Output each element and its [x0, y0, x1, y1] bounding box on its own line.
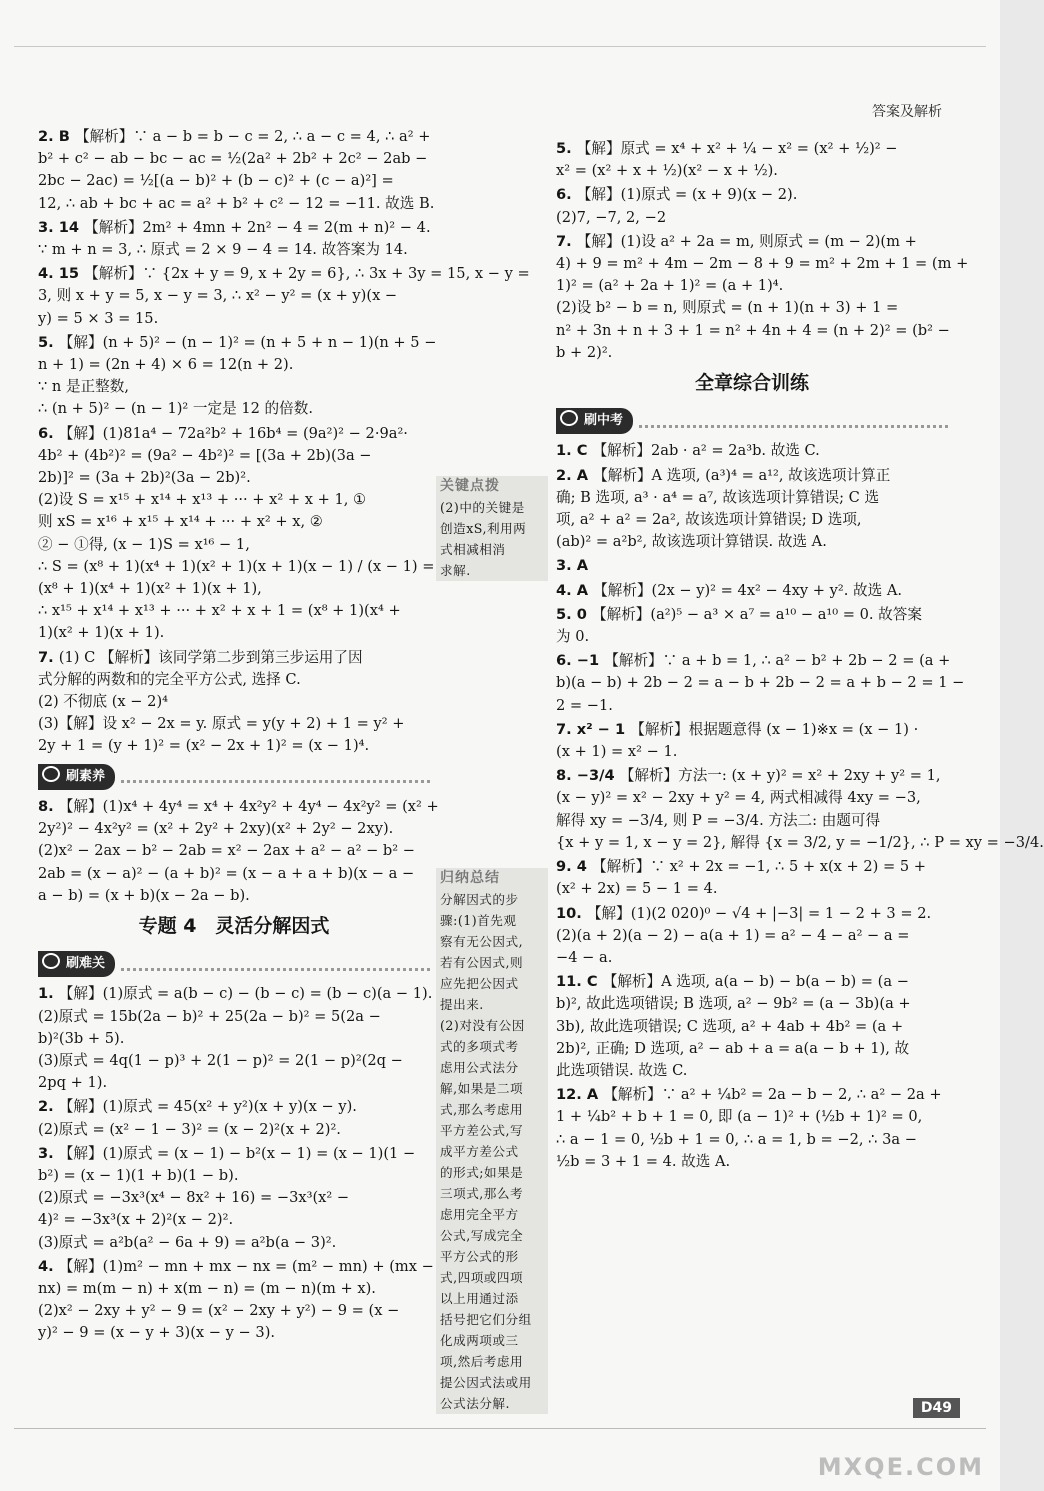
answer-item: [38, 1096, 430, 1140]
answer-text: b)²(3b + 5).: [38, 1029, 125, 1047]
answer-line: [556, 672, 965, 694]
answer-line: [38, 735, 430, 757]
sidebar-line: 项,然后考虑用: [440, 1354, 524, 1369]
answer-item: [38, 983, 433, 1094]
answer-item: [556, 440, 948, 462]
answer-line: [556, 878, 948, 900]
dotted-divider: [121, 960, 430, 971]
answer-text: ∵ m + n = 3, ∴ 原式 = 2 × 9 − 4 = 14. 故答案为 14.: [38, 241, 408, 259]
answer-line: [556, 275, 948, 297]
answer-line: [556, 1038, 948, 1060]
answer-text: b²) = (x − 1)(1 + b)(1 − b).: [38, 1166, 239, 1184]
answer-text: (2)原式 = 15b(2a − b)² + 25(2a − b)² = 5(2a −: [38, 1007, 381, 1025]
answer-text: 【解】(1)原式 = (x + 9)(x − 2).: [576, 186, 798, 204]
answer-item: [38, 332, 437, 421]
sidebar-line: 察有无公因式,: [440, 934, 524, 949]
answer-item: [38, 217, 430, 261]
answer-text: 【解】(1)原式 = a(b − c) − (b − c) = (b − c)(a − 1).: [58, 985, 433, 1003]
question-number: 12. A: [556, 1086, 604, 1104]
question-number: 2. B: [38, 128, 75, 145]
answer-text: 2y²)² − 4x²y² = (x² + 2y² + 2xy)(x² + 2y² − 2xy).: [38, 820, 394, 838]
answer-text: a − b) = (x + b)(x − 2a − b).: [38, 886, 250, 904]
sidebar-line: 公式法分解.: [440, 1396, 510, 1411]
answer-line: [38, 376, 430, 398]
watermark-logo: MXQE.COM: [817, 1453, 984, 1481]
answer-text: 【解析】∵ a² + ¼b² = 2a − b − 2, ∴ a² − 2a +: [603, 1086, 942, 1104]
answer-line: [38, 511, 430, 533]
answer-text: (2)原式 = −3x³(x⁴ − 8x² + 16) = −3x³(x² −: [38, 1189, 350, 1207]
answer-line: [38, 556, 435, 578]
badge-row-3: [556, 404, 948, 440]
answer-line: [38, 534, 430, 556]
answer-line: [556, 207, 948, 229]
question-number: 4.: [38, 1257, 59, 1275]
answer-line: [38, 1119, 430, 1141]
answer-line: [38, 669, 430, 691]
answer-text: (2)设 b² − b = n, 则原式 = (n + 1)(n + 3) + 1 =: [556, 299, 899, 317]
answer-text: 2b)]² = (3a + 2b)²(3a − 2b)².: [38, 469, 251, 487]
answer-line: [38, 354, 430, 376]
answer-text: 解得 xy = −3/4, 则 P = −3/4. 方法二: 由题可得: [556, 811, 881, 829]
answer-text: 2ab = (x − a)² − (a + b)² = (x − a + a + b)(x − a −: [38, 864, 415, 882]
sidebar-line: 括号把它们分组: [440, 1312, 532, 1327]
answer-line: [556, 297, 948, 319]
answer-text: 【解】(1)81a⁴ − 72a²b² + 16b⁴ = (9a²)² − 2·9a²·: [58, 424, 408, 442]
answer-text: b² + c² − ab − bc − ac = ½(2a² + 2b² + 2c² − 2ab −: [38, 150, 428, 168]
answer-item: [556, 465, 948, 554]
answer-line: [38, 1187, 430, 1209]
answer-item: [556, 765, 1044, 854]
page-number: D49: [913, 1398, 960, 1418]
question-number: 9. 4: [556, 858, 593, 876]
answer-line: [556, 626, 948, 648]
answer-line: [38, 840, 430, 862]
answer-line: [38, 863, 430, 885]
right-answers-1: [556, 138, 969, 364]
answer-text: 1 + ¼b² + b + 1 = 0, 即 (a − 1)² + (½b + 1)² = 0,: [556, 1108, 923, 1126]
sidebar-line: 化成两项或三: [440, 1333, 519, 1348]
answer-item: [556, 184, 948, 228]
answer-line: [38, 217, 430, 239]
answer-text: 【解析】∵ {2x + y = 9, x + 2y = 6}, ∴ 3x + 3y = 15, x − y =: [84, 265, 530, 283]
answer-line: [38, 1072, 430, 1094]
answer-line: [556, 719, 948, 741]
topic-title: 专题 4 灵活分解因式: [138, 914, 330, 937]
answer-line: [556, 253, 969, 275]
answer-item: [38, 647, 430, 758]
answer-item: [556, 1084, 948, 1173]
sidebar-line: 式的多项式考: [440, 1039, 519, 1054]
answer-text: 此选项错误. 故选 C.: [556, 1061, 688, 1079]
question-number: 3. A: [556, 557, 589, 575]
answer-line: [556, 160, 948, 182]
sidebar-line: 若有公因式,则: [440, 955, 524, 970]
answer-line: [556, 555, 948, 577]
answer-line: [556, 138, 948, 160]
answer-item: [38, 1143, 430, 1254]
answer-text: {x + y = 1, x − y = 2}, 解得 {x = 3/2, y = −1/2}, ∴ P = xy = −3/4.: [556, 833, 1044, 851]
question-number: 3.: [38, 1144, 59, 1162]
answer-text: 4) + 9 = m² + 4m − 2m − 8 + 9 = m² + 2m + 1 = (m +: [556, 255, 969, 273]
answer-item: [556, 856, 948, 900]
answer-text: 1)(x² + 1)(x + 1).: [38, 624, 165, 642]
answer-line: [556, 810, 948, 832]
section-badge-2: 刷难关: [38, 951, 115, 977]
answer-line: [38, 398, 430, 420]
sidebar-line: (2)对没有公因: [440, 1018, 525, 1033]
question-number: 2.: [38, 1098, 59, 1116]
dotted-divider: [121, 772, 430, 783]
section-badge-3: 刷中考: [556, 408, 633, 434]
answer-line: [556, 440, 948, 462]
answer-item: [556, 231, 969, 364]
sidebar-line: 公式,写成完全: [440, 1228, 524, 1243]
answer-text: 【解析】A 选项, (a³)⁴ = a¹², 故该选项计算正: [593, 466, 891, 484]
answer-line: [38, 126, 430, 148]
answer-line: [556, 971, 948, 993]
answer-item: [38, 263, 530, 330]
answer-line: [38, 445, 430, 467]
answer-line: [38, 332, 437, 354]
answer-text: 3, 则 x + y = 5, x − y = 3, ∴ x² − y² = (x + y)(x −: [38, 287, 398, 305]
answer-line: [38, 285, 430, 307]
answer-item: [38, 126, 435, 215]
answer-line: [556, 487, 948, 509]
sidebar-line: (2)中的关键是: [440, 500, 525, 515]
answer-line: [556, 650, 951, 672]
answer-text: 【解析】∵ a + b = 1, ∴ a² − b² + 2b − 2 = (a +: [604, 652, 951, 670]
answer-line: [38, 622, 430, 644]
answer-text: b)², 故此选项错误; B 选项, a² − 9b² = (a − 3b)(a +: [556, 995, 911, 1013]
answer-text: 【解析】(2x − y)² = 4x² − 4xy + y². 故选 A.: [593, 581, 903, 599]
answer-text: 【解】(1)原式 = (x − 1) − b²(x − 1) = (x − 1)(1 −: [58, 1144, 416, 1162]
answer-text: x² = (x² + x + ½)(x² − x + ½).: [556, 162, 778, 180]
answer-line: [38, 578, 430, 600]
answer-text: n + 1) = (2n + 4) × 6 = 12(n + 2).: [38, 356, 294, 374]
answer-line: [556, 1060, 948, 1082]
answer-line: [556, 531, 948, 553]
answer-item: [556, 719, 948, 763]
answer-item: [556, 903, 948, 970]
answer-text: 2bc − 2ac) = ½[(a − b)² + (b − c)² + (c − a)²] =: [38, 172, 394, 190]
answer-text: 确; B 选项, a³ · a⁴ = a⁷, 故该选项计算错误; C 选: [556, 488, 880, 506]
answer-text: n² + 3n + n + 3 + 1 = n² + 4n + 4 = (n + 2)² = (b² −: [556, 321, 950, 339]
key-tip-body: [440, 497, 544, 581]
answer-line: [556, 832, 1044, 854]
answer-line: [556, 231, 948, 253]
answer-item: [556, 971, 948, 1082]
answer-text: 【解析】∵ a − b = b − c = 2, ∴ a − c = 4, ∴ a² +: [74, 128, 431, 145]
question-number: 1.: [38, 985, 59, 1003]
top-divider: [14, 46, 986, 47]
answer-line: [556, 184, 948, 206]
question-number: 8. −3/4: [556, 767, 620, 785]
question-number: 3. 14: [38, 218, 85, 236]
answer-line: [38, 691, 430, 713]
answer-text: (2)x² − 2xy + y² − 9 = (x² − 2xy + y²) − 9 = (x −: [38, 1302, 400, 1320]
answer-line: [556, 1016, 948, 1038]
answer-line: [38, 1096, 430, 1118]
answer-text: 4b² + (4b²)² = (9a² − 4b²)² = [(3a + 2b)(3a −: [38, 446, 372, 464]
answer-text: (x − y)² = x² − 2xy + y² = 4, 两式相减得 4xy = −3,: [556, 789, 921, 807]
sidebar-line: 式,四项或四项: [440, 1270, 524, 1285]
summary-body: [440, 889, 544, 1414]
question-number: 7.: [38, 648, 59, 666]
key-tip-heading: 关键点拨: [440, 478, 500, 494]
answer-text: ∴ a − 1 = 0, ½b + 1 = 0, ∴ a = 1, b = −2, ∴ 3a −: [556, 1130, 917, 1148]
answer-item: [38, 423, 435, 645]
left-answers-2: [38, 796, 439, 907]
left-answers-3: [38, 983, 434, 1344]
answer-text: (3)【解】设 x² − 2x = y. 原式 = y(y + 2) + 1 = y² +: [38, 715, 405, 733]
answer-item: [556, 138, 948, 182]
answer-text: ∴ x¹⁵ + x¹⁴ + x¹³ + ··· + x² + x + 1 = (x⁸ + 1)(x⁴ +: [38, 602, 401, 620]
sidebar-key-tip: [436, 476, 548, 581]
answer-line: [556, 993, 948, 1015]
answer-text: 【解析】方法一: (x + y)² = x² + 2xy + y² = 1,: [619, 767, 941, 785]
question-number: 7. x² − 1: [556, 720, 631, 738]
summary-heading: 归纳总结: [440, 870, 500, 886]
question-number: 10.: [556, 904, 587, 922]
answer-line: [556, 741, 948, 763]
answer-text: 式分解的两数和的完全平方公式, 选择 C.: [38, 670, 301, 688]
question-number: 4. A: [556, 581, 594, 599]
sidebar-line: 虑用公式法分: [440, 1060, 519, 1075]
answer-text: (2)原式 = (x² − 1 − 3)² = (x − 2)²(x + 2)².: [38, 1120, 341, 1138]
answer-line: [38, 239, 430, 261]
answer-item: [38, 1256, 434, 1345]
sidebar-line: 应先把公因式: [440, 976, 519, 991]
answer-line: [38, 1143, 430, 1165]
answer-text: (2)设 S = x¹⁵ + x¹⁴ + x¹³ + ··· + x² + x + 1, ①: [38, 491, 367, 509]
answer-line: [38, 1322, 430, 1344]
answer-text: 3b), 故此选项错误; C 选项, a² + 4ab + 4b² = (a +: [556, 1017, 904, 1035]
section-badge-1: 刷素养: [38, 764, 115, 790]
answer-line: [38, 423, 430, 445]
sidebar-line: 虑用完全平方: [440, 1207, 519, 1222]
answer-text: 2 = −1.: [556, 696, 613, 714]
dotted-divider: [639, 417, 948, 428]
answer-text: (ab)² = a²b², 故该选项计算错误. 故选 A.: [556, 533, 827, 551]
answer-line: [38, 1165, 430, 1187]
answer-text: 2pq + 1).: [38, 1074, 108, 1092]
answer-line: [38, 1050, 430, 1072]
sidebar-line: 骤:(1)首先观: [440, 913, 517, 928]
answer-line: [38, 983, 433, 1005]
right-answers-2: [556, 440, 1044, 1173]
answer-text: (2)(a + 2)(a − 2) − a(a + 1) = a² − 4 − a² − a =: [556, 926, 910, 944]
question-number: 4. 15: [38, 265, 85, 283]
answer-line: [38, 885, 430, 907]
header-title: 答案及解析: [872, 104, 942, 120]
answer-line: [38, 193, 435, 215]
answer-line: [556, 903, 948, 925]
answer-text: ∴ S = (x⁸ + 1)(x⁴ + 1)(x² + 1)(x + 1)(x − 1) / (x − 1) =: [38, 557, 435, 575]
answer-text: ∴ (n + 5)² − (n − 1)² 一定是 12 的倍数.: [38, 400, 313, 418]
answer-text: 【解】(1)原式 = 45(x² + y²)(x + y)(x − y).: [58, 1098, 357, 1116]
answer-line: [556, 787, 948, 809]
answer-line: [38, 1256, 434, 1278]
sidebar-summary: [436, 868, 548, 1414]
sidebar-line: 式,那么考虑用: [440, 1102, 524, 1117]
answer-line: [38, 1232, 430, 1254]
answer-text: 【解析】(a²)⁵ − a³ × a⁷ = a¹⁰ − a¹⁰ = 0. 故答案: [592, 605, 922, 623]
answer-text: ② − ①得, (x − 1)S = x¹⁶ − 1,: [38, 535, 250, 553]
answer-line: [556, 1106, 948, 1128]
sidebar-line: 以上用通过添: [440, 1291, 519, 1306]
sidebar-line: 式相减相消: [440, 542, 506, 557]
answer-line: [38, 148, 430, 170]
sidebar-line: 创造xS,利用两: [440, 521, 527, 536]
answer-line: [38, 1209, 430, 1231]
answer-line: [556, 1151, 948, 1173]
answer-text: 【解析】2ab · a² = 2a³b. 故选 C.: [592, 442, 820, 460]
answer-text: y) = 5 × 3 = 15.: [38, 309, 159, 327]
sidebar-line: 解,如果是二项: [440, 1081, 524, 1096]
answer-text: 【解】(n + 5)² − (n − 1)² = (n + 5 + n − 1)(n + 5 −: [58, 333, 437, 351]
answer-line: [38, 1028, 430, 1050]
answer-line: [556, 604, 948, 626]
sidebar-line: 的形式;如果是: [440, 1165, 524, 1180]
answer-text: nx) = m(m − n) + x(m − n) = (m − n)(m + x).: [38, 1279, 376, 1297]
answer-line: [556, 580, 948, 602]
answer-line: [556, 465, 948, 487]
sidebar-line: 成平方差公式: [440, 1144, 519, 1159]
answer-line: [38, 308, 430, 330]
answer-text: 4)² = −3x³(x + 2)²(x − 2)².: [38, 1211, 234, 1229]
answer-text: 【解析】A 选项, a(a − b) − b(a − b) = (a −: [602, 973, 909, 991]
sidebar-line: 提出来.: [440, 997, 484, 1012]
answer-text: 2y + 1 = (y + 1)² = (x² − 2x + 1)² = (x − 1)⁴.: [38, 737, 370, 755]
answer-line: [556, 856, 948, 878]
sidebar-line: 三项式,那么考: [440, 1186, 524, 1201]
answer-text: 【解】(1)m² − mn + mx − nx = (m² − mn) + (mx −: [58, 1257, 434, 1275]
answer-line: [556, 765, 948, 787]
answer-text: ∵ n 是正整数,: [38, 378, 129, 396]
answer-line: [38, 489, 430, 511]
bottom-divider: [14, 1428, 986, 1429]
sidebar-line: 平方差公式,写: [440, 1123, 524, 1138]
answer-line: [556, 947, 948, 969]
answer-text: (2)x² − 2ax − b² − 2ab = x² − 2ax + a² − a² − b² −: [38, 842, 415, 860]
answer-text: 项, a² + a² = 2a², 故该选项计算错误; D 选项,: [556, 511, 862, 529]
answer-text: (x² + 2x) = 5 − 1 = 4.: [556, 880, 718, 898]
answer-text: 【解】(1)x⁴ + 4y⁴ = x⁴ + 4x²y² + 4y⁴ − 4x²y² = (x² +: [58, 797, 439, 815]
answer-line: [556, 320, 948, 342]
question-number: 8.: [38, 797, 59, 815]
answer-text: y)² − 9 = (x − y + 3)(x − y − 3).: [38, 1324, 276, 1342]
answer-line: [38, 467, 430, 489]
chapter-review-title: 全章综合训练: [694, 372, 809, 395]
answer-line: [556, 1129, 948, 1151]
answer-text: 则 xS = x¹⁶ + x¹⁵ + x¹⁴ + ··· + x² + x, ②: [38, 513, 323, 531]
question-number: 2. A: [556, 466, 594, 484]
answer-text: 【解析】根据题意得 (x − 1)※x = (x − 1) ·: [630, 720, 919, 738]
answer-text: (3)原式 = a²b(a² − 6a + 9) = a²b(a − 3)².: [38, 1233, 337, 1251]
answer-text: 1)² = (a² + 2a + 1)² = (a + 1)⁴.: [556, 277, 784, 295]
answer-text: (2) 不彻底 (x − 2)⁴: [38, 693, 168, 711]
answer-text: b + 2)².: [556, 343, 613, 361]
question-number: 6.: [38, 424, 59, 442]
sidebar-line: 分解因式的步: [440, 892, 519, 907]
right-column: [556, 138, 1044, 1175]
answer-text: (x + 1) = x² − 1.: [556, 743, 678, 761]
answer-line: [38, 263, 530, 285]
answer-text: 【解】(1)(2 020)⁰ − √4 + |−3| = 1 − 2 + 3 = 2.: [586, 904, 932, 922]
answer-line: [556, 342, 948, 364]
answer-line: [38, 600, 430, 622]
answer-line: [38, 647, 430, 669]
question-number: 6.: [556, 186, 577, 204]
question-number: 5.: [38, 333, 59, 351]
answer-item: [556, 555, 948, 577]
answer-text: (1) C 【解析】该同学第二步到第三步运用了因: [58, 648, 363, 666]
question-number: 7.: [556, 232, 577, 250]
answer-line: [38, 1278, 430, 1300]
question-number: 6. −1: [556, 652, 605, 670]
answer-line: [556, 509, 948, 531]
answer-text: −4 − a.: [556, 948, 613, 966]
answer-line: [38, 818, 430, 840]
badge-row-1: [38, 760, 430, 796]
answer-item: [556, 650, 965, 717]
answer-text: 【解】(1)设 a² + 2a = m, 则原式 = (m − 2)(m +: [576, 232, 917, 250]
answer-text: 2b)², 正确; D 选项, a² − ab + a = a(a − b + 1), 故: [556, 1039, 910, 1057]
answer-line: [556, 695, 948, 717]
answer-line: [556, 1084, 948, 1106]
sidebar-line: 提公因式法或用: [440, 1375, 532, 1390]
answer-text: 12, ∴ ab + bc + ac = a² + b² + c² − 12 = −11. 故选 B.: [38, 194, 435, 212]
badge-row-2: [38, 947, 430, 983]
answer-item: [38, 796, 439, 907]
answer-text: 为 0.: [556, 628, 590, 646]
answer-text: 【解】原式 = x⁴ + x² + ¼ − x² = (x² + ½)² −: [576, 140, 898, 157]
question-number: 5.: [556, 140, 577, 157]
answer-text: 【解析】∵ x² + 2x = −1, ∴ 5 + x(x + 2) = 5 +: [592, 858, 927, 876]
answer-text: ½b = 3 + 1 = 4. 故选 A.: [556, 1152, 731, 1170]
answer-text: 【解析】2m² + 4mn + 2n² − 4 = 2(m + n)² − 4.: [84, 218, 431, 236]
question-number: 1. C: [556, 442, 593, 460]
answer-line: [38, 1300, 430, 1322]
sidebar-line: 平方公式的形: [440, 1249, 519, 1264]
question-number: 11. C: [556, 973, 603, 991]
answer-line: [556, 925, 948, 947]
answer-text: (x⁸ + 1)(x⁴ + 1)(x² + 1)(x + 1),: [38, 580, 262, 598]
answer-line: [38, 796, 439, 818]
answer-text: (3)原式 = 4q(1 − p)³ + 2(1 − p)² = 2(1 − p)²(2q −: [38, 1051, 403, 1069]
question-number: 5. 0: [556, 605, 593, 623]
answer-item: [556, 604, 948, 648]
sidebar-line: 求解.: [440, 563, 471, 578]
answer-line: [38, 713, 430, 735]
answer-text: b)(a − b) + 2b − 2 = a − b + 2b − 2 = a + b − 2 = 1 −: [556, 674, 965, 692]
answer-text: (2)7, −7, 2, −2: [556, 208, 667, 226]
answer-line: [38, 170, 430, 192]
answer-item: [556, 580, 948, 602]
answer-line: [38, 1006, 430, 1028]
